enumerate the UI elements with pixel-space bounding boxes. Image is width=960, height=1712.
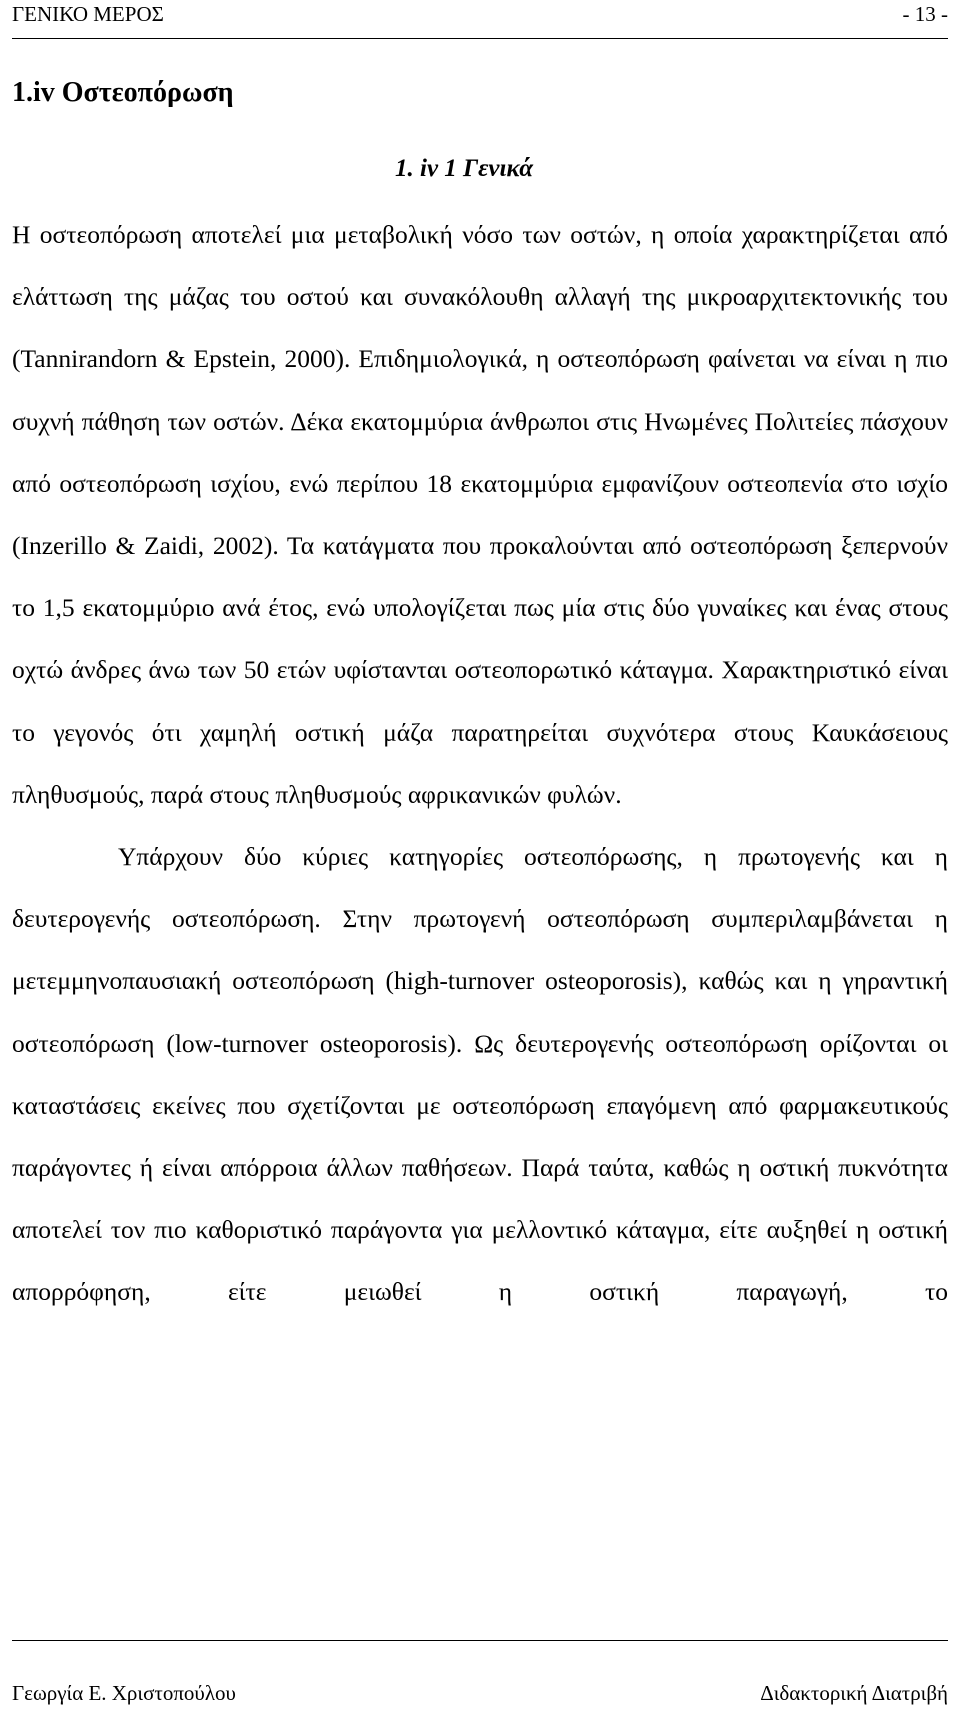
footer-document-type: Διδακτορική Διατριβή — [760, 1681, 948, 1705]
paragraph: Η οστεοπόρωση αποτελεί μια μεταβολική νόσο των οστών, η οποία χαρακτηρίζεται από ελάττωση της μάζας του οστού και συνακόλουθη αλλαγή της μικροαρχιτεκτονικής του (Tannirandorn & Epstein, 2000). Επιδημιολογικά, η οστεοπόρωση φαίνεται να είναι η πιο συχνή πάθηση των οστών. Δέκα εκατομμύρια άνθρωποι στις Ηνωμένες Πολιτείες πάσχουν από οστεοπόρωση ισχίου, ενώ περίπου 18 εκατομμύρια εμφανίζουν οστεοπενία στο ισχίο (Inzerillo & Zaidi, 2002). Τα κατάγματα που προκαλούνται από οστεοπόρωση ξεπερνούν το 1,5 εκατομμύριο ανά έτος, ενώ υπολογίζεται πως μία στις δύο γυναίκες και ένας στους οχτώ άνδρες άνω των 50 ετών υφίστανται οστεοπορωτικό κάταγμα. Χαρακτηριστικό είναι το γεγονός ότι χαμηλή οστική μάζα παρατηρείται συχνότερα στους Καυκάσειους πληθυσμούς, παρά στους πληθυσμούς αφρικανικών φυλών. — [12, 220, 948, 809]
footer-divider — [12, 1640, 948, 1641]
page-footer — [12, 1680, 948, 1706]
running-header-section: ΓΕΝΙΚΟ ΜΕΡΟΣ — [12, 2, 164, 26]
footer-author: Γεωργία Ε. Χριστοπούλου — [12, 1681, 236, 1705]
header-divider — [12, 38, 948, 39]
subsection-title: 1. iv 1 Γενικά — [395, 155, 534, 182]
page-number: - 13 - — [902, 2, 948, 26]
page-header — [12, 2, 948, 26]
paragraph: Υπάρχουν δύο κύριες κατηγορίες οστεοπόρωσης, η πρωτογενής και η δευτερογενής οστεοπόρωση. Στην πρωτογενή οστεοπόρωση συμπεριλαμβάνεται η μετεμμηνοπαυσιακή οστεοπόρωση (high-turnover osteoporosis), καθώς και η γηραντική οστεοπόρωση (low-turnover osteoporosis). Ως δευτερογενής οστεοπόρωση ορίζονται οι καταστάσεις εκείνες που σχετίζονται με οστεοπόρωση επαγόμενη από φαρμακευτικούς παράγοντες ή είναι απόρροια άλλων παθήσεων. Παρά ταύτα, καθώς η οστική πυκνότητα αποτελεί τον πιο καθοριστικό παράγοντα για μελλοντικό κάταγμα, είτε αυξηθεί η οστική απορρόφηση, είτε μειωθεί η οστική παραγωγή, το — [12, 842, 948, 1307]
section-title: 1.iv Οστεοπόρωση — [12, 77, 234, 108]
body-text — [12, 204, 948, 1324]
